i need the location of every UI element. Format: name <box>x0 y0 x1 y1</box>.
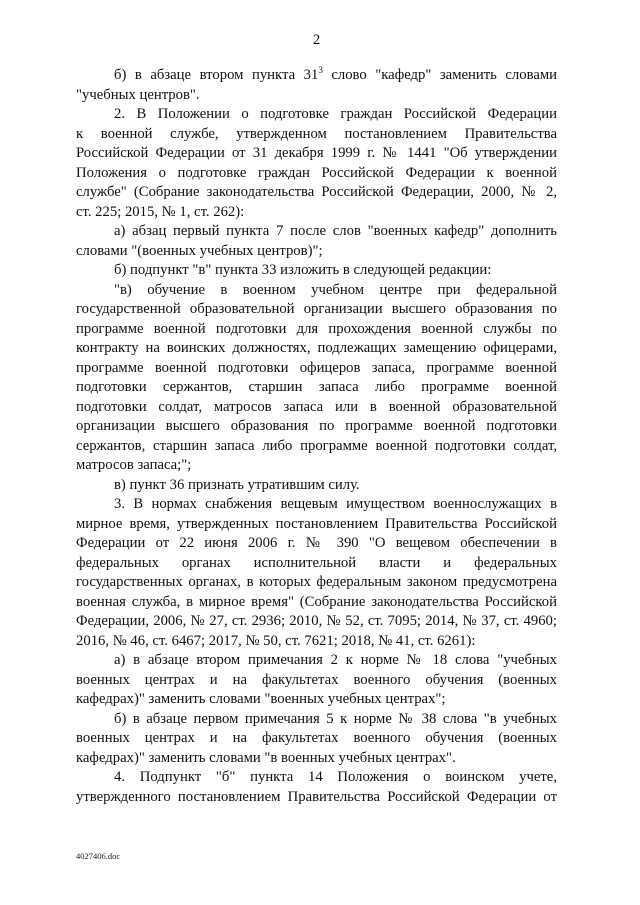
text-line: "в) обучение в военном учебном центре при федеральной <box>114 281 557 298</box>
text-line: кафедрах)" заменить словами "в военных учебных центрах". <box>76 749 456 766</box>
paragraph <box>76 476 557 496</box>
text-segment: слово "кафедр" заменить словами <box>322 67 557 83</box>
text-line: контракту на воинских должностях, подлежащих замещению офицерами, <box>76 340 557 356</box>
text-line: к военной службе, утвержденном постановлением Правительства <box>76 125 557 142</box>
text-line: в) пункт 36 признать утратившим силу. <box>114 476 360 493</box>
text-line: словами "(военных учебных центров)"; <box>76 242 323 259</box>
text-line: военных центрах и на факультетах военного обучения (военных <box>76 730 557 746</box>
text-line: подготовки сержантов, старшин запаса либо программе военной <box>76 379 557 395</box>
text-line: "учебных центров". <box>76 86 200 103</box>
text-line: 4. Подпункт "б" пункта 14 Положения о воинском учете, <box>114 769 557 785</box>
text-segment: б) в абзаце втором пункта 31 <box>114 67 319 83</box>
text-line: сержантов, старшин запаса либо программе военной подготовки солдат, <box>76 437 557 454</box>
footer-filename: 4027406.doc <box>76 851 121 861</box>
text-line: матросов запаса;"; <box>76 457 192 473</box>
text-line: а) в абзаце втором примечания 2 к норме № 18 слова "учебных <box>114 652 557 668</box>
superscript: 3 <box>318 65 323 75</box>
text-line: а) абзац первый пункта 7 после слов "военных кафедр" дополнить <box>114 223 557 239</box>
paragraph <box>76 768 557 807</box>
paragraph <box>76 710 557 769</box>
document-body <box>76 66 557 807</box>
text-line: подготовки солдат, матросов запаса или в военной образовательной <box>76 398 557 415</box>
text-line: 2. В Положении о подготовке граждан Российской Федерации <box>114 106 557 122</box>
text-line: военных центрах и на факультетах военного обучения (военных <box>76 671 557 688</box>
paragraph <box>76 222 557 261</box>
text-line: федеральных органах исполнительной власти и федеральных <box>76 554 557 571</box>
text-line: мирное время, утвержденных постановлением Правительства Российской <box>76 515 557 532</box>
paragraph <box>76 105 557 222</box>
text-line: Российской Федерации от 31 декабря 1999 г. № 1441 "Об утверждении <box>76 145 557 161</box>
text-line: ст. 225; 2015, № 1, ст. 262): <box>76 203 245 220</box>
text-line: 3. В нормах снабжения вещевым имуществом военнослужащих в <box>114 496 557 512</box>
paragraph <box>76 281 557 476</box>
paragraph <box>76 495 557 651</box>
text-line: Федерации, 2006, № 27, ст. 2936; 2010, № 52, ст. 7095; 2014, № 37, ст. 4960; <box>76 613 557 629</box>
paragraph <box>76 66 557 105</box>
text-line: б) подпункт "в" пункта 33 изложить в следующей редакции: <box>114 262 492 278</box>
text-line: государственных органах, в которых федеральным законом предусмотрена <box>76 574 557 590</box>
text-line: утвержденного постановлением Правительства Российской Федерации от <box>76 788 557 805</box>
text-line: военная служба, в мирное время" (Собрание законодательства Российской <box>76 593 557 610</box>
text-line: б) в абзаце первом примечания 5 к норме № 38 слова "в учебных <box>114 710 557 727</box>
text-line: 2016, № 46, ст. 6467; 2017, № 50, ст. 7621; 2018, № 41, ст. 6261): <box>76 632 476 649</box>
text-line: службе" (Собрание законодательства Российской Федерации, 2000, № 2, <box>76 184 557 200</box>
paragraph <box>76 651 557 710</box>
text-line: организации высшего образования по программе военной подготовки <box>76 418 557 434</box>
text-line: Положения о подготовке граждан Российской Федерации к военной <box>76 164 557 181</box>
text-line: государственной образовательной организации высшего образования по <box>76 301 557 317</box>
text-line: программе военной подготовки офицеров запаса, программе военной <box>76 359 557 376</box>
page-number: 2 <box>312 32 321 48</box>
text-line: кафедрах)" заменить словами "военных учебных центрах"; <box>76 691 446 707</box>
text-line: Федерации от 22 июня 2006 г. № 390 "О вещевом обеспечении в <box>76 535 557 551</box>
paragraph <box>76 261 557 281</box>
text-line <box>76 66 557 86</box>
text-line: программе военной подготовки для прохождения военной службы по <box>76 320 557 337</box>
